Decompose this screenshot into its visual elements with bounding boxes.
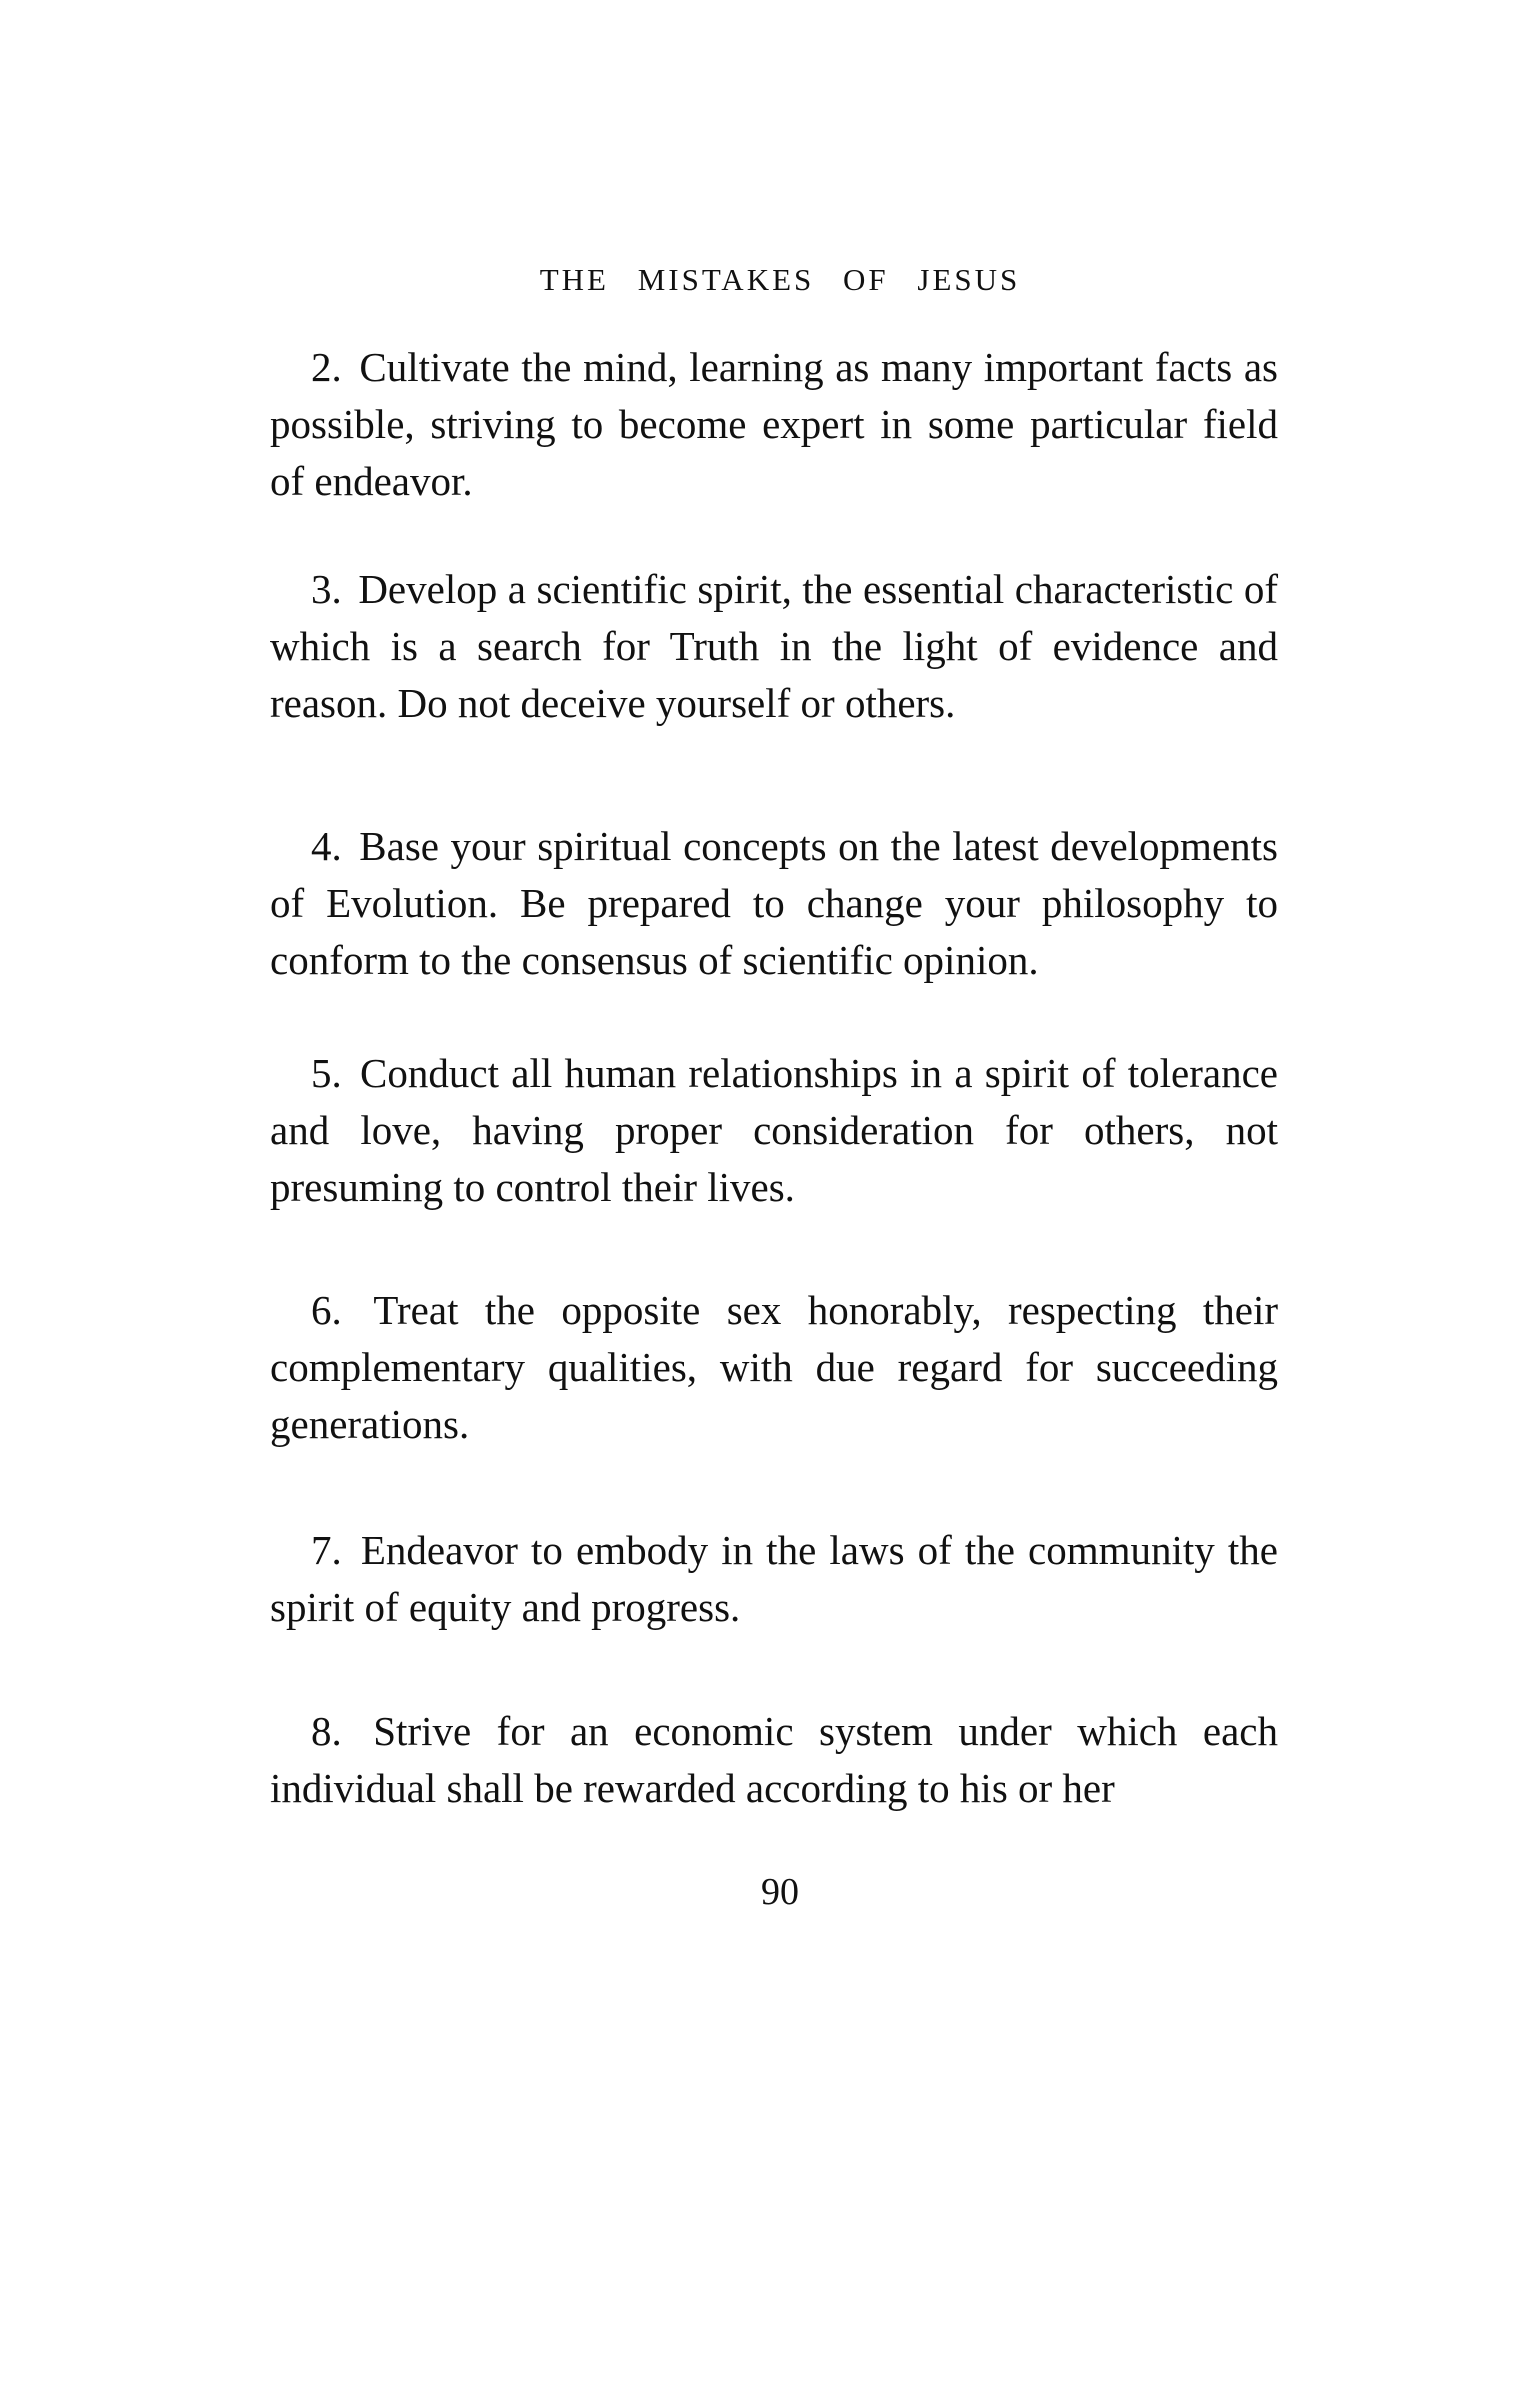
item-text: Base your spiritual concepts on the latest developments of Evolution. Be prepared to change your philosophy to conform to the consensus of scientific opinion. — [270, 823, 1278, 983]
list-item — [270, 818, 1278, 989]
list-item — [270, 561, 1278, 732]
list-item — [270, 339, 1278, 510]
item-text: Treat the opposite sex honorably, respecting their complementary qualities, with due regard for succeeding generations. — [270, 1287, 1279, 1447]
item-text: Strive for an economic system under which each individual shall be rewarded according to his or her — [270, 1708, 1279, 1811]
list-item — [270, 1282, 1278, 1453]
item-number: 4. — [311, 823, 342, 869]
list-item — [270, 1522, 1278, 1636]
item-number: 2. — [311, 344, 342, 390]
item-text: Develop a scientific spirit, the essential characteristic of which is a search for Truth in the light of evidence and reason. Do not deceive yourself or others. — [270, 566, 1279, 726]
item-number: 8. — [311, 1708, 342, 1754]
list-item — [270, 1045, 1278, 1216]
running-head: THE MISTAKES OF JESUS — [539, 262, 1021, 297]
item-text: Conduct all human relationships in a spirit of tolerance and love, having proper consideration for others, not presuming to control their lives. — [270, 1050, 1279, 1210]
page-number: 90 — [761, 1871, 799, 1913]
item-text: Cultivate the mind, learning as many important facts as possible, striving to become expert in some particular field of endeavor. — [270, 344, 1279, 504]
list-item — [270, 1703, 1278, 1817]
item-text: Endeavor to embody in the laws of the community the spirit of equity and progress. — [270, 1527, 1278, 1630]
item-number: 7. — [311, 1527, 342, 1573]
item-number: 6. — [311, 1287, 342, 1333]
item-number: 5. — [311, 1050, 342, 1096]
item-number: 3. — [311, 566, 342, 612]
